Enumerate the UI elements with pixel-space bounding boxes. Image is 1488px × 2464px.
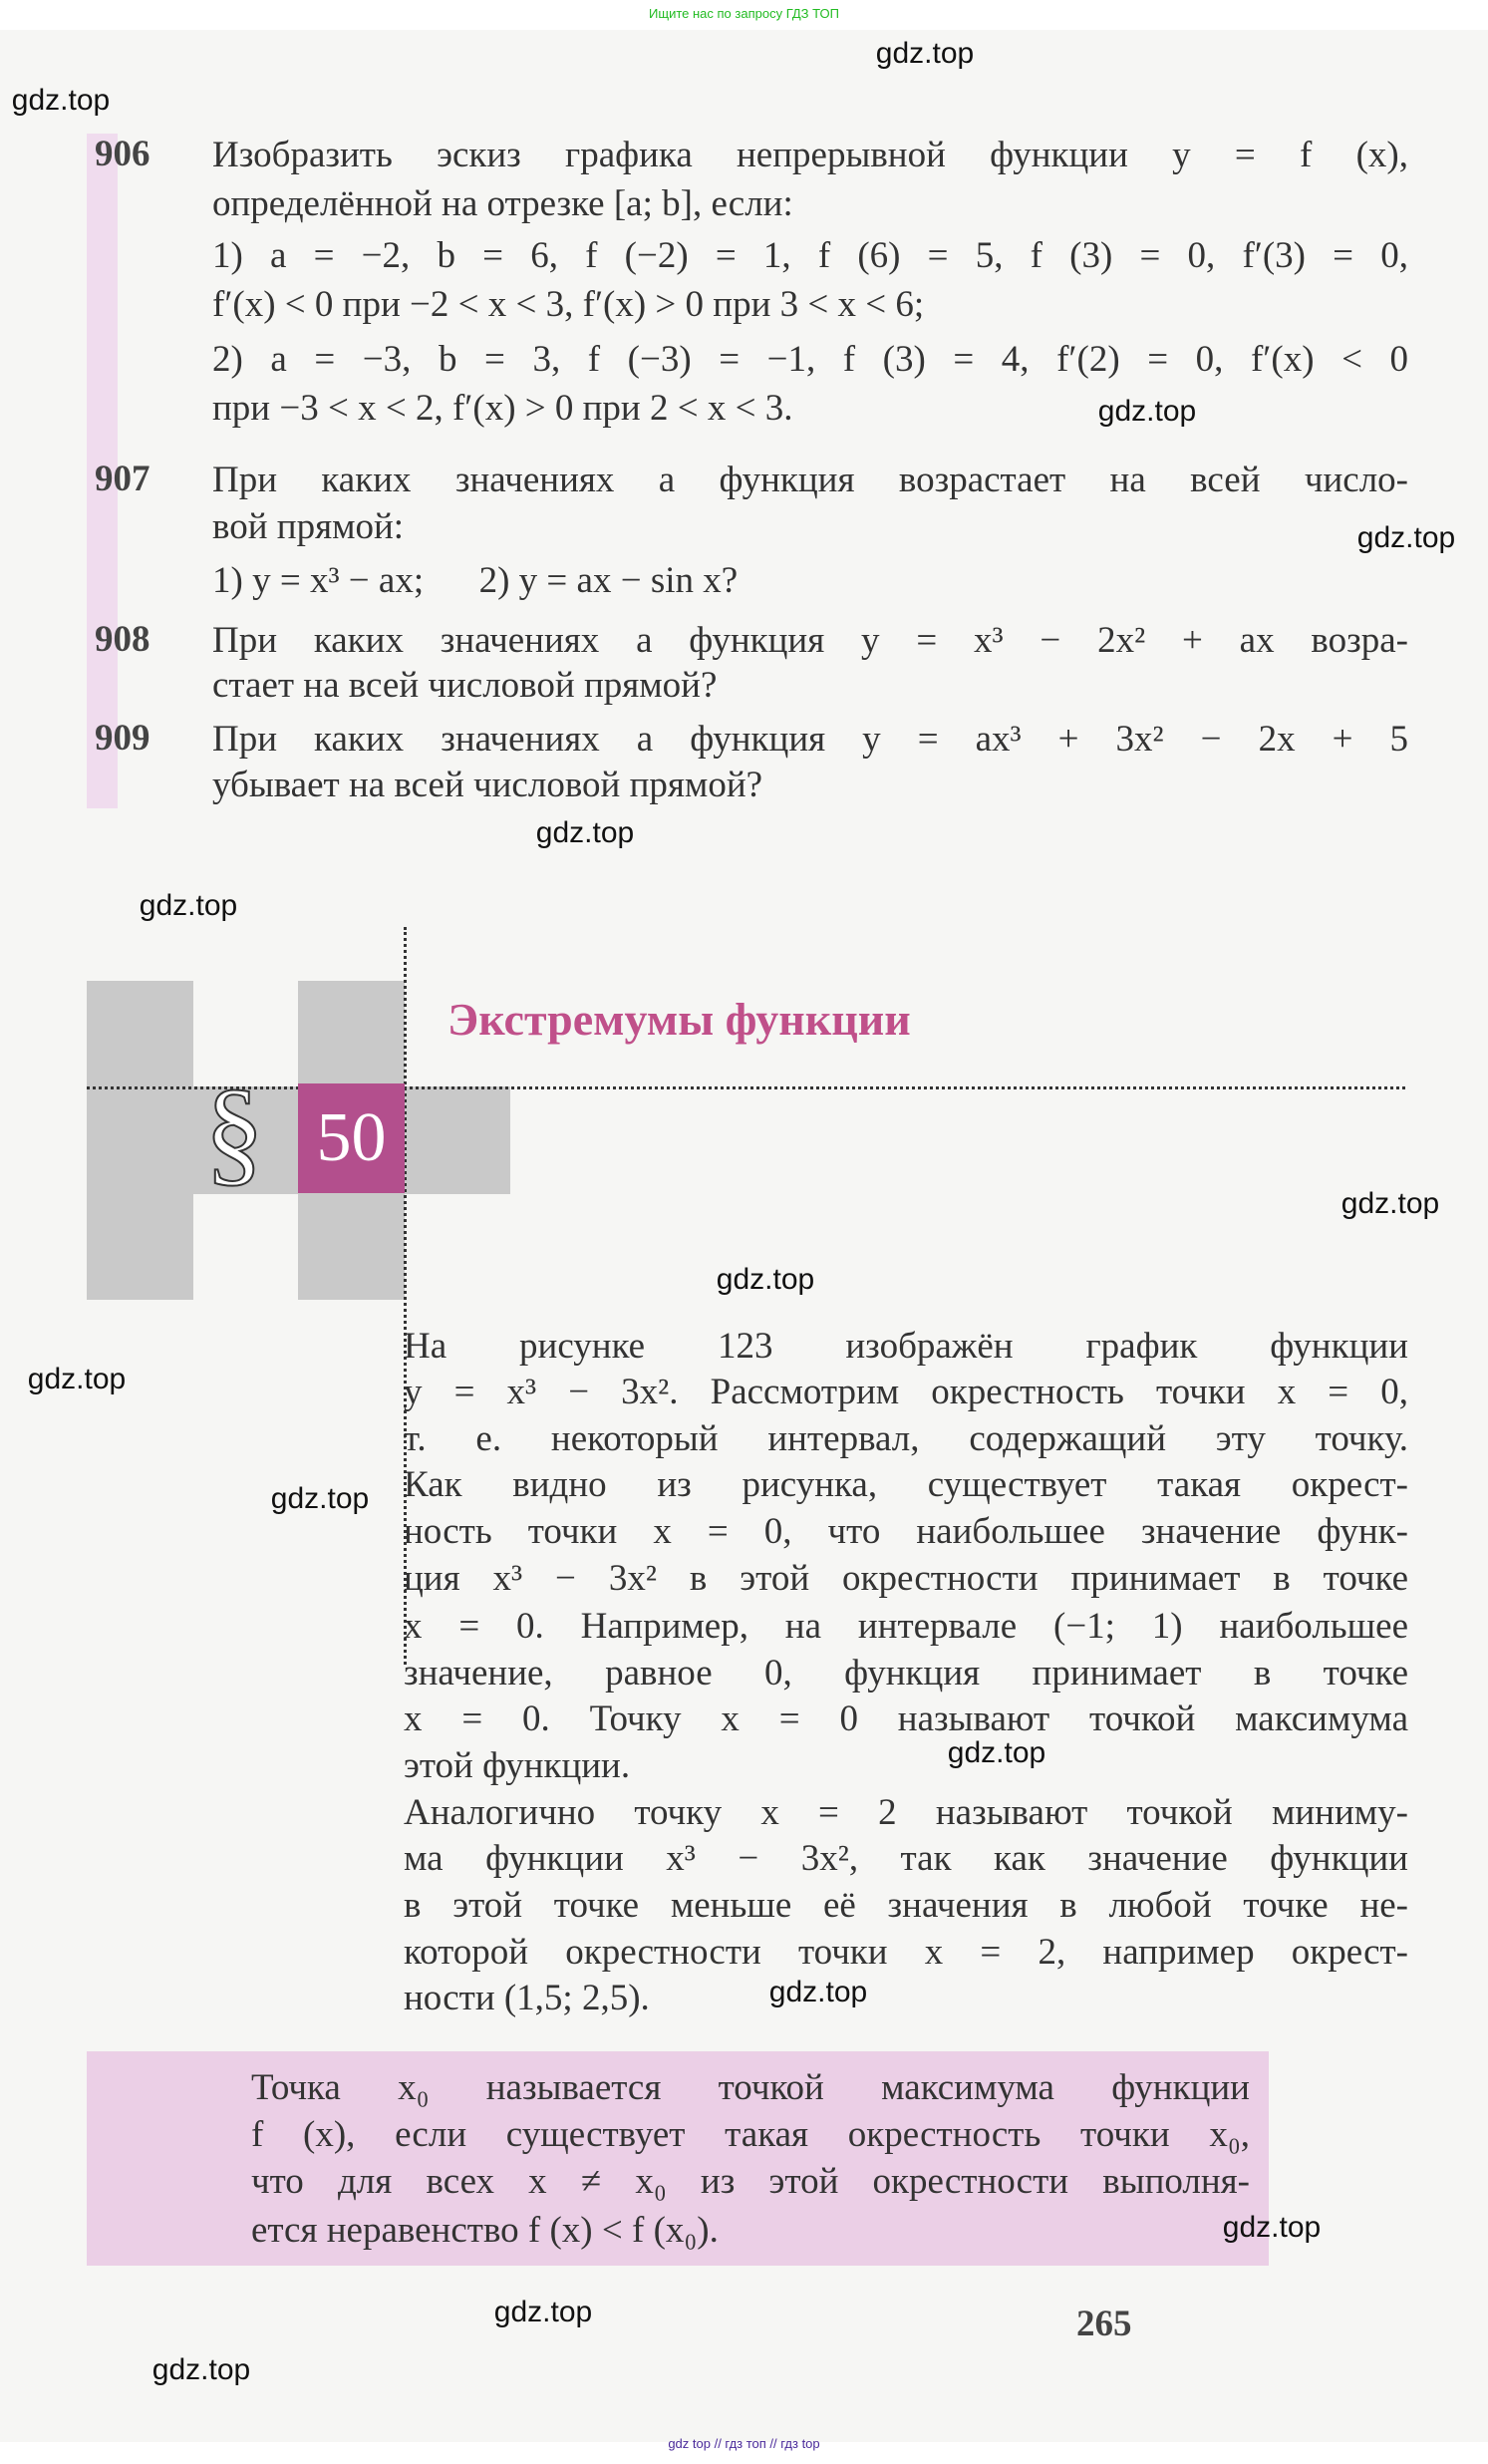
watermark: gdz.top	[1356, 521, 1456, 554]
paragraph-line: ма функции x³ − 3x², так как значение функции	[404, 1838, 1408, 1879]
section-sign-icon: §	[204, 1065, 264, 1197]
paragraph-line: ность точки x = 0, что наибольшее значение функ-	[404, 1511, 1408, 1552]
watermark: gdz.top	[1340, 1187, 1440, 1220]
definition-line: f (x), если существует такая окрестность точки x₀,	[251, 2114, 1250, 2155]
section-decor-block	[87, 981, 193, 1300]
exercise-line: при −3 < x < 2, f′(x) > 0 при 2 < x < 3.	[212, 388, 793, 429]
paragraph-line: Аналогично точку x = 2 называют точкой миниму-	[404, 1792, 1408, 1833]
exercise-line: Изобразить эскиз графика непрерывной функции y = f (x),	[212, 135, 1408, 175]
watermark: gdz.top	[768, 1976, 868, 2008]
paragraph-line: которой окрестности точки x = 2, например окрест-	[404, 1932, 1408, 1973]
section-title: Экстремумы функции	[447, 994, 911, 1045]
exercise-number: 906	[95, 134, 150, 174]
watermark: gdz.top	[139, 889, 238, 922]
top-banner-text[interactable]: Ищите нас по запросу ГДЗ ТОП	[649, 6, 839, 21]
watermark: gdz.top	[535, 816, 635, 849]
paragraph-line: Как видно из рисунка, существует такая окрест-	[404, 1464, 1408, 1505]
watermark: gdz.top	[1222, 2211, 1322, 2244]
definition-line: ется неравенство f (x) < f (x₀).	[251, 2210, 719, 2251]
watermark: gdz.top	[947, 1736, 1046, 1769]
exercise-line: При каких значениях a функция возрастает на всей число-	[212, 460, 1408, 500]
exercise-line: вой прямой:	[212, 506, 405, 547]
paragraph-line: ция x³ − 3x² в этой окрестности принимает в точке	[404, 1558, 1408, 1599]
exercise-line: При каких значениях a функция y = x³ − 2x² + ax возра-	[212, 620, 1408, 661]
paragraph-line: y = x³ − 3x². Рассмотрим окрестность точки x = 0,	[404, 1372, 1408, 1412]
watermark: gdz.top	[270, 1482, 370, 1515]
exercise-line: f′(x) < 0 при −2 < x < 3, f′(x) > 0 при 3 < x < 6;	[212, 284, 925, 325]
definition-line: Точка x₀ называется точкой максимума функции	[251, 2067, 1250, 2108]
paragraph-line: значение, равное 0, функция принимает в точке	[404, 1653, 1408, 1694]
paragraph-line: x = 0. Например, на интервале (−1; 1) наибольшее	[404, 1606, 1408, 1647]
exercise-line: 1) a = −2, b = 6, f (−2) = 1, f (6) = 5, f (3) = 0, f′(3) = 0,	[212, 235, 1408, 276]
exercise-number: 907	[95, 459, 150, 499]
section-number: 50	[298, 1083, 405, 1193]
page-number: 265	[1076, 2304, 1132, 2344]
exercise-line: убывает на всей числовой прямой?	[212, 765, 763, 805]
paragraph-line: этой функции.	[404, 1745, 631, 1786]
watermark: gdz.top	[875, 37, 975, 70]
paragraph-line: ности (1,5; 2,5).	[404, 1978, 650, 2018]
exercise-line: стает на всей числовой прямой?	[212, 665, 718, 706]
exercise-line: При каких значениях a функция y = ax³ + 3x² − 2x + 5	[212, 719, 1408, 760]
watermark: gdz.top	[716, 1263, 815, 1296]
paragraph-line: т. е. некоторый интервал, содержащий эту точку.	[404, 1418, 1408, 1459]
paragraph-line: x = 0. Точку x = 0 называют точкой максимума	[404, 1698, 1408, 1739]
watermark: gdz.top	[11, 84, 111, 117]
watermark: gdz.top	[1097, 395, 1197, 428]
watermark: gdz.top	[493, 2296, 593, 2328]
paragraph-line: в этой точке меньше её значения в любой точке не-	[404, 1885, 1408, 1926]
exercise-number: 908	[95, 619, 150, 660]
definition-line: что для всех x ≠ x₀ из этой окрестности выполня-	[251, 2161, 1250, 2202]
paragraph-line: На рисунке 123 изображён график функции	[404, 1326, 1408, 1367]
watermark: gdz.top	[151, 2353, 251, 2386]
exercise-number: 909	[95, 718, 150, 759]
section-dotted-rule	[87, 1086, 1405, 1089]
exercise-line: определённой на отрезке [a; b], если:	[212, 183, 793, 224]
exercise-line: 1) y = x³ − ax; 2) y = ax − sin x?	[212, 560, 739, 601]
bottom-banner-text[interactable]: gdz top // гдз топ // гдз top	[668, 2436, 820, 2451]
exercise-line: 2) a = −3, b = 3, f (−3) = −1, f (3) = 4, f′(2) = 0, f′(x) < 0	[212, 339, 1408, 380]
watermark: gdz.top	[27, 1363, 127, 1395]
